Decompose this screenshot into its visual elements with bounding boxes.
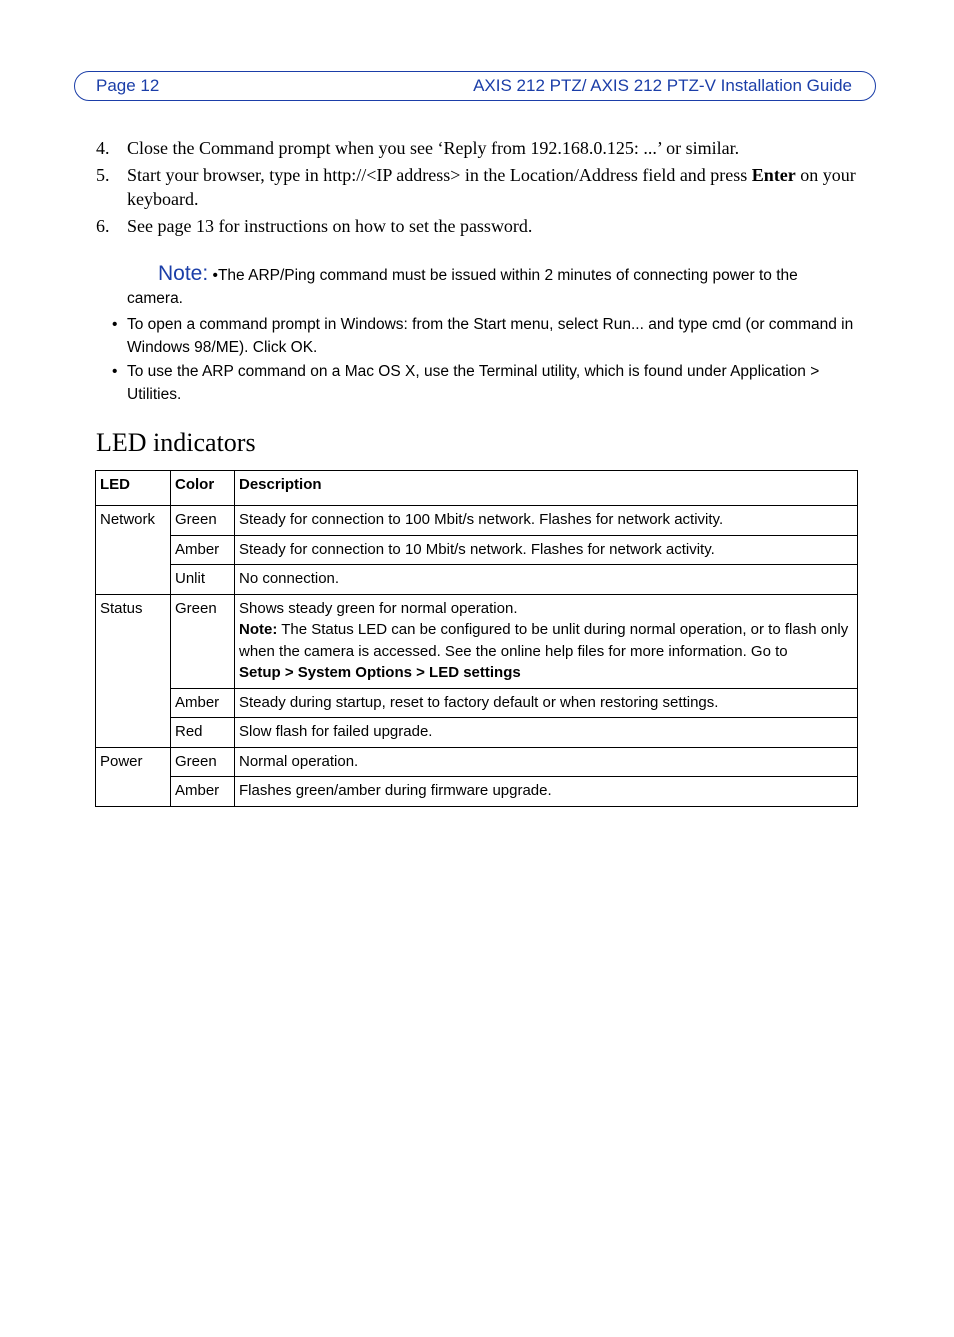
step-number: 6. [96, 216, 110, 236]
description-cell: Normal operation. [235, 747, 858, 777]
step-item [96, 214, 856, 238]
color-cell: Amber [171, 688, 235, 718]
description-cell: Slow flash for failed upgrade. [235, 718, 858, 748]
page-header [74, 71, 876, 101]
bullet-text: To use the ARP command on a Mac OS X, use the Terminal utility, which is found under Application > Utilities. [127, 363, 820, 403]
step-item [96, 136, 856, 160]
header-description: Description [235, 471, 858, 506]
table-row [96, 747, 858, 777]
table-row [96, 506, 858, 536]
note-bullets [112, 313, 857, 407]
step-number: 5. [96, 165, 110, 185]
table-row [96, 565, 858, 595]
bullet-text: To open a command prompt in Windows: from the Start menu, select Run... and type cmd (or command in Windows 98/ME). Click OK. [127, 316, 854, 356]
note-bullet [112, 360, 857, 406]
description-cell: No connection. [235, 565, 858, 595]
led-network: Network [96, 506, 171, 595]
step-text-end: on your keyboard. [127, 165, 856, 209]
table-header-row [96, 471, 858, 506]
led-table [95, 470, 858, 807]
step-key-enter: Enter [751, 165, 796, 185]
description-cell: Flashes green/amber during firmware upgrade. [235, 777, 858, 807]
description-cell: Steady for connection to 10 Mbit/s network. Flashes for network activity. [235, 535, 858, 565]
description-cell: Steady for connection to 100 Mbit/s network. Flashes for network activity. [235, 506, 858, 536]
note-first: •The ARP/Ping command must be issued within 2 minutes of connecting power to the camera. [127, 267, 798, 307]
table-row [96, 594, 858, 688]
step-number: 4. [96, 138, 110, 158]
color-cell: Unlit [171, 565, 235, 595]
note-bullet [112, 313, 857, 359]
table-row [96, 688, 858, 718]
section-title: LED indicators [96, 428, 256, 457]
description-cell [235, 594, 858, 688]
led-status: Status [96, 594, 171, 747]
note-label: Note: [158, 262, 209, 285]
led-power: Power [96, 747, 171, 806]
guide-title: AXIS 212 PTZ/ AXIS 212 PTZ-V Installation Guide [473, 76, 852, 95]
step-list [96, 136, 856, 241]
color-cell: Green [171, 506, 235, 536]
color-cell: Green [171, 594, 235, 688]
header-color: Color [171, 471, 235, 506]
step-text: See page 13 for instructions on how to set the password. [127, 216, 533, 236]
note-block [127, 262, 857, 310]
status-note-text: The Status LED can be configured to be unlit during normal operation, or to flash only when the camera is accessed. See the online help files for more information. Go to [239, 621, 849, 660]
bullet-icon: • [112, 363, 118, 380]
header-led: LED [96, 471, 171, 506]
status-note-label: Note: [239, 621, 278, 638]
table-row [96, 718, 858, 748]
status-green-line: Shows steady green for normal operation. [239, 599, 518, 617]
color-cell: Red [171, 718, 235, 748]
table-row [96, 777, 858, 807]
step-item [96, 163, 856, 211]
table-row [96, 535, 858, 565]
step-text: Close the Command prompt when you see ‘Reply from 192.168.0.125: ...’ or similar. [127, 138, 740, 158]
page-number: Page 12 [96, 76, 160, 95]
step-text: Start your browser, type in http://<IP address> in the Location/Address field and press [127, 165, 752, 185]
color-cell: Amber [171, 535, 235, 565]
description-cell: Steady during startup, reset to factory default or when restoring settings. [235, 688, 858, 718]
color-cell: Amber [171, 777, 235, 807]
status-settings-path: Setup > System Options > LED settings [239, 664, 521, 681]
color-cell: Green [171, 747, 235, 777]
bullet-icon: • [112, 316, 118, 333]
